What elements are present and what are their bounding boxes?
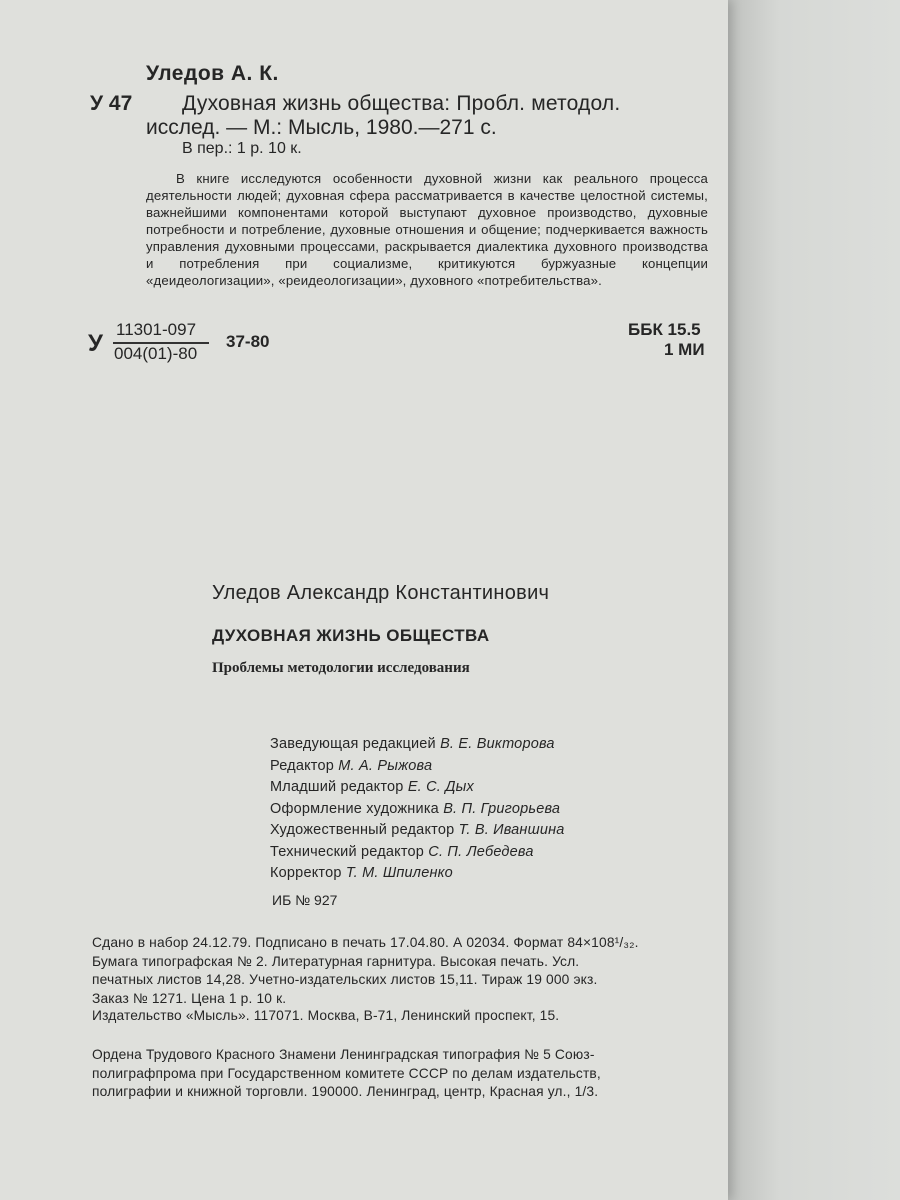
staff-row	[270, 863, 565, 885]
staff-name: М. А. Рыжова	[338, 757, 433, 774]
author-short: Уледов А. К.	[146, 62, 279, 85]
staff-name: Т. В. Иваншина	[458, 822, 565, 838]
staff-role: Корректор	[270, 865, 342, 881]
book-subtitle: Проблемы методологии исследования	[212, 660, 470, 676]
staff-credits	[270, 734, 565, 885]
background-surface	[728, 0, 900, 1200]
printer-line: Ордена Трудового Красного Знамени Ленинградская типография № 5 Союз-	[92, 1047, 595, 1062]
publisher-address: Издательство «Мысль». 117071. Москва, В-71, Ленинский проспект, 15.	[92, 1008, 560, 1023]
staff-role: Заведующая редакцией	[270, 736, 436, 752]
staff-name: В. П. Григорьева	[443, 800, 561, 817]
classification-numerator: 11301-097	[116, 320, 197, 339]
staff-row	[270, 777, 565, 799]
staff-row	[270, 799, 565, 821]
classification-code: 37-80	[226, 332, 270, 351]
staff-role: Технический редактор	[270, 843, 425, 860]
staff-row	[270, 734, 565, 756]
abstract-paragraph: В книге исследуются особенности духовной жизни как реального процесса деятельности людей; духовная сфера рассматривается в качестве целостной системы, важнейшими компонентами которой выступают духовное производство, духовные потребности и потребление, духовные отношения и общение; подчеркивается важность управления духовными процессами, раскрывается диалектика духовного производства и потребления при социализме, критикуются буржуазные концепции «деидеологизации», «реидеологизации», духовного «потребительства».	[146, 171, 708, 288]
staff-row	[270, 842, 565, 864]
binding-price: В пер.: 1 р. 10 к.	[182, 140, 302, 157]
printer-line: полиграфпрома при Государственном комитете СССР по делам издательств,	[92, 1065, 601, 1081]
staff-row	[270, 756, 565, 778]
ib-number: ИБ № 927	[272, 892, 338, 908]
bibliographic-title-line-1: Духовная жизнь общества: Пробл. методол.	[182, 92, 621, 115]
classification-letter: У	[88, 330, 103, 357]
print-imprint	[92, 934, 738, 1008]
full-author-name: Уледов Александр Константинович	[212, 582, 550, 604]
shelf-code: У 47	[90, 92, 133, 115]
printer-info	[92, 1046, 738, 1102]
staff-name: С. П. Лебедева	[428, 843, 534, 860]
imprint-line: Сдано в набор 24.12.79. Подписано в печать 17.04.80. А 02034. Формат 84×108¹/₃₂.	[92, 935, 639, 950]
bbk-code: ББК 15.5	[628, 320, 701, 339]
imprint-line: Бумага типографская № 2. Литературная гарнитура. Высокая печать. Усл.	[92, 953, 580, 969]
mi-code: 1 МИ	[664, 340, 705, 359]
staff-role: Младший редактор	[270, 779, 404, 795]
staff-row	[270, 820, 565, 842]
staff-name: Е. С. Дых	[407, 779, 474, 795]
staff-role: Оформление художника	[270, 800, 439, 817]
staff-name: В. Е. Викторова	[440, 736, 555, 752]
staff-role: Редактор	[270, 757, 335, 774]
imprint-line: печатных листов 14,28. Учетно-издательских листов 15,11. Тираж 19 000 экз.	[92, 972, 598, 987]
staff-name: Т. М. Шпиленко	[345, 865, 453, 881]
staff-role: Художественный редактор	[270, 822, 455, 838]
classification-denominator: 004(01)-80	[114, 344, 198, 363]
imprint-line: Заказ № 1271. Цена 1 р. 10 к.	[92, 990, 287, 1006]
book-title: ДУХОВНАЯ ЖИЗНЬ ОБЩЕСТВА	[212, 626, 490, 645]
printer-line: полиграфии и книжной торговли. 190000. Ленинград, центр, Красная ул., 1/3.	[92, 1084, 599, 1099]
bibliographic-title-line-2: исслед. — М.: Мысль, 1980.—271 с.	[146, 116, 497, 139]
